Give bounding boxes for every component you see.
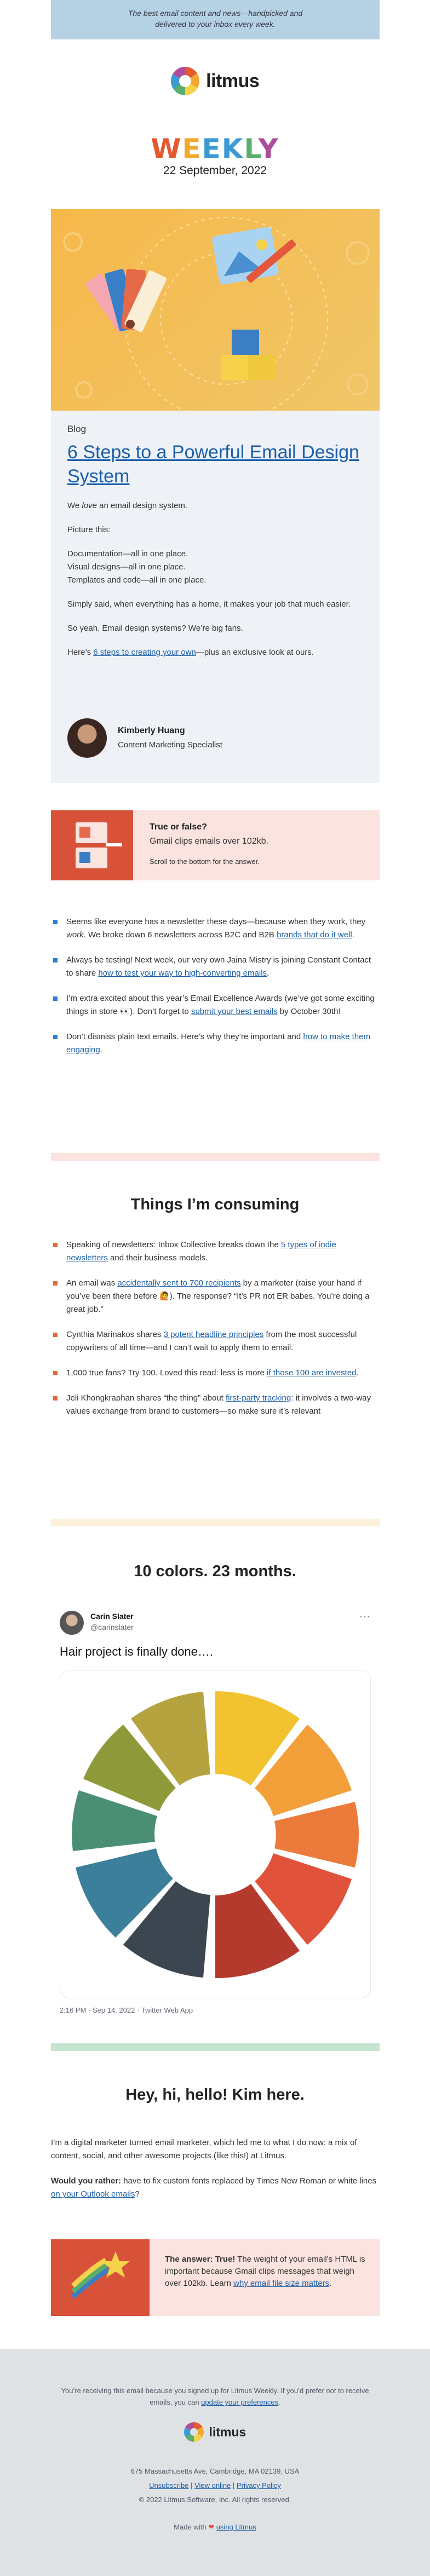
section-divider — [51, 2043, 380, 2051]
quiz-hint: Scroll to the bottom for the answer. — [150, 857, 260, 866]
blog-title-link[interactable]: 6 Steps to a Powerful Email Design System — [67, 442, 359, 487]
litmus-logo[interactable] — [0, 2422, 430, 2442]
footer-note: You’re receiving this email because you signed up for Litmus Weekly. If you’d prefer not to receive emails, you can update your preferences. — [61, 2387, 369, 2406]
preheader-banner — [51, 0, 380, 39]
news-link[interactable]: brands that do it well — [277, 930, 352, 940]
issue-date: 22 September, 2022 — [163, 164, 267, 177]
consuming-link[interactable]: first-party tracking — [226, 1393, 291, 1403]
consuming-link[interactable]: 3 potent headline principles — [163, 1330, 264, 1339]
blog-paragraph-1: We love an email design system. — [67, 501, 188, 510]
privacy-policy-link[interactable]: Privacy Policy — [236, 2481, 281, 2489]
blog-paragraph-2: Picture this: — [67, 525, 111, 534]
litmus-logo-text: litmus — [209, 2424, 246, 2439]
footer-address: 675 Massachusetts Ave, Cambridge, MA 02139, USA — [130, 2467, 300, 2475]
color-swatch-fan-icon — [85, 268, 168, 333]
blog-inline-link[interactable]: 6 steps to creating your own — [93, 648, 196, 657]
answer-card — [51, 2239, 380, 2316]
weekly-letter: L — [244, 133, 259, 165]
intro-paragraph: I’m a digital marketer turned email marketer, which led me to what I do now: a mix of content, social, and other awesome projects (like this!) at Litmus. — [51, 2138, 357, 2160]
list-item: Speaking of newsletters: Inbox Collective breaks down the 5 types of indie newsletters and their business models. — [51, 1238, 380, 1265]
image-card-icon — [211, 226, 279, 285]
quiz-card — [51, 810, 380, 880]
blog-feature — [51, 411, 380, 783]
blog-paragraph-3: Documentation—all in one place. Visual designs—all in one place. Templates and code—all in one place. — [67, 549, 207, 585]
quiz-statement: Gmail clips emails over 102kb. — [150, 837, 268, 846]
litmus-logo-text: litmus — [206, 70, 260, 91]
list-item: Cynthia Marinakos shares 3 potent headline principles from the most successful copywriters of all time—and I can’t wait to apply them to email. — [51, 1328, 380, 1355]
consuming-link[interactable]: if those 100 are invested — [267, 1368, 357, 1378]
avatar — [67, 718, 107, 758]
design-system-illustration — [51, 209, 380, 411]
litmus-logo-icon — [171, 67, 199, 95]
news-list — [51, 915, 380, 1069]
email-footer — [0, 2349, 430, 2576]
blog-paragraph-5: So yeah. Email design systems? We’re big fans. — [67, 624, 243, 633]
list-item: Seems like everyone has a newsletter these days—because when they work, they work. We broke down 6 newsletters across B2C and B2B brands that do it well. — [51, 915, 380, 942]
litmus-logo-icon — [184, 2422, 204, 2442]
embedded-tweet[interactable] — [51, 1599, 380, 2020]
footer-copyright: © 2022 Litmus Software, Inc. All rights reserved. — [139, 2496, 291, 2504]
more-options-icon[interactable]: ··· — [359, 1611, 371, 1622]
tweet-author-handle[interactable]: @carinslater — [90, 1623, 134, 1632]
outlook-link[interactable]: on your Outlook emails — [51, 2189, 135, 2199]
list-item: Always be testing! Next week, our very own Jaina Mistry is joining Constant Contact to share how to test your way to high-converting emails. — [51, 954, 380, 980]
made-with-litmus: Made with ❤ using Litmus — [174, 2523, 256, 2531]
blog-paragraph-4: Simply said, when everything has a home, it makes your job that much easier. — [67, 600, 351, 609]
weekly-letter: K — [221, 133, 244, 165]
answer-illustration — [51, 2239, 150, 2316]
news-link[interactable]: submit your best emails — [191, 1007, 278, 1016]
preheader-line-2: delivered to your inbox every week. — [155, 20, 276, 28]
hero-illustration[interactable] — [51, 209, 380, 411]
weekly-wordmark — [0, 133, 430, 165]
hair-color-wheel-photo — [60, 1670, 370, 1998]
preheader-line-1: The best email content and news—handpicked and — [128, 9, 303, 18]
separator: | — [191, 2481, 193, 2489]
quiz-illustration — [51, 810, 133, 880]
consuming-link[interactable]: accidentally sent to 700 recipients — [117, 1278, 241, 1288]
weekly-letter: W — [151, 133, 182, 165]
list-item: Jeli Khongkraphan shares “the thing” about first-party tracking: it involves a two-way values exchange from brand to customers—so make sure it’s relevant — [51, 1392, 380, 1418]
blog-paragraph-6: Here’s 6 steps to creating your own—plus an exclusive look at ours. — [67, 648, 314, 657]
separator: | — [232, 2481, 235, 2489]
tweet-text: Hair project is finally done…. — [60, 1645, 214, 1658]
weekly-letter: Y — [258, 133, 279, 165]
tweet-photo[interactable] — [60, 1670, 371, 1998]
news-link[interactable]: how to test your way to high-converting emails — [98, 969, 267, 978]
blog-category: Blog — [67, 424, 87, 434]
news-link[interactable]: how to make them engaging — [66, 1032, 370, 1054]
unsubscribe-link[interactable]: Unsubscribe — [149, 2481, 189, 2489]
tweet-author-name[interactable]: Carin Slater — [90, 1612, 134, 1621]
section-divider — [51, 1153, 380, 1161]
quiz-title: True or false? — [150, 822, 207, 832]
weekly-letter: E — [202, 133, 222, 165]
list-item: I’m extra excited about this year’s Email Excellence Awards (we’ve got some exciting things in store 👀). Don’t forget to submit your best emails by October 30th! — [51, 992, 380, 1018]
list-item: An email was accidentally sent to 700 recipients by a marketer (raise your hand if you’ve been there before 🙋). The response? “It’s PR not ER babes. You’re doing a great job.” — [51, 1277, 380, 1316]
email-clip-icon — [51, 810, 133, 880]
list-item: 1,000 true fans? Try 100. Loved this read: less is more if those 100 are invested. — [51, 1367, 380, 1380]
weekly-letter: E — [182, 133, 202, 165]
consuming-list — [51, 1238, 380, 1430]
footer-links — [0, 2481, 430, 2489]
tweet-timestamp[interactable]: 2:16 PM · Sep 14, 2022 · Twitter Web App — [60, 2006, 193, 2014]
colors-title: 10 colors. 23 months. — [134, 1563, 296, 1580]
heart-icon: ❤ — [208, 2523, 215, 2531]
consuming-link[interactable]: 5 types of indie newsletters — [66, 1240, 336, 1263]
author-name: Kimberly Huang — [118, 726, 185, 735]
litmus-link[interactable]: using Litmus — [216, 2523, 256, 2531]
preferences-link[interactable]: update your preferences — [201, 2398, 279, 2406]
view-online-link[interactable]: View online — [194, 2481, 231, 2489]
intro-section — [51, 2124, 380, 2201]
file-size-link[interactable]: why email file size matters — [233, 2279, 330, 2288]
consuming-title: Things I’m consuming — [130, 1196, 300, 1213]
hello-title: Hey, hi, hello! Kim here. — [125, 2086, 305, 2104]
avatar[interactable] — [60, 1611, 84, 1635]
litmus-logo[interactable] — [0, 67, 430, 95]
would-you-rather: Would you rather: have to fix custom fonts replaced by Times New Roman or white lines on your Outlook emails? — [51, 2176, 377, 2199]
section-divider — [51, 1519, 380, 1526]
cubes-icon — [221, 330, 276, 380]
shooting-star-icon — [51, 2239, 150, 2316]
list-item: Don’t dismiss plain text emails. Here’s why they’re important and how to make them engaging. — [51, 1030, 380, 1057]
answer-text: The answer: True! The weight of your email’s HTML is important because Gmail clips messages that weigh over 102kb. Learn why email file size matters. — [165, 2255, 365, 2288]
author-role: Content Marketing Specialist — [118, 740, 222, 750]
